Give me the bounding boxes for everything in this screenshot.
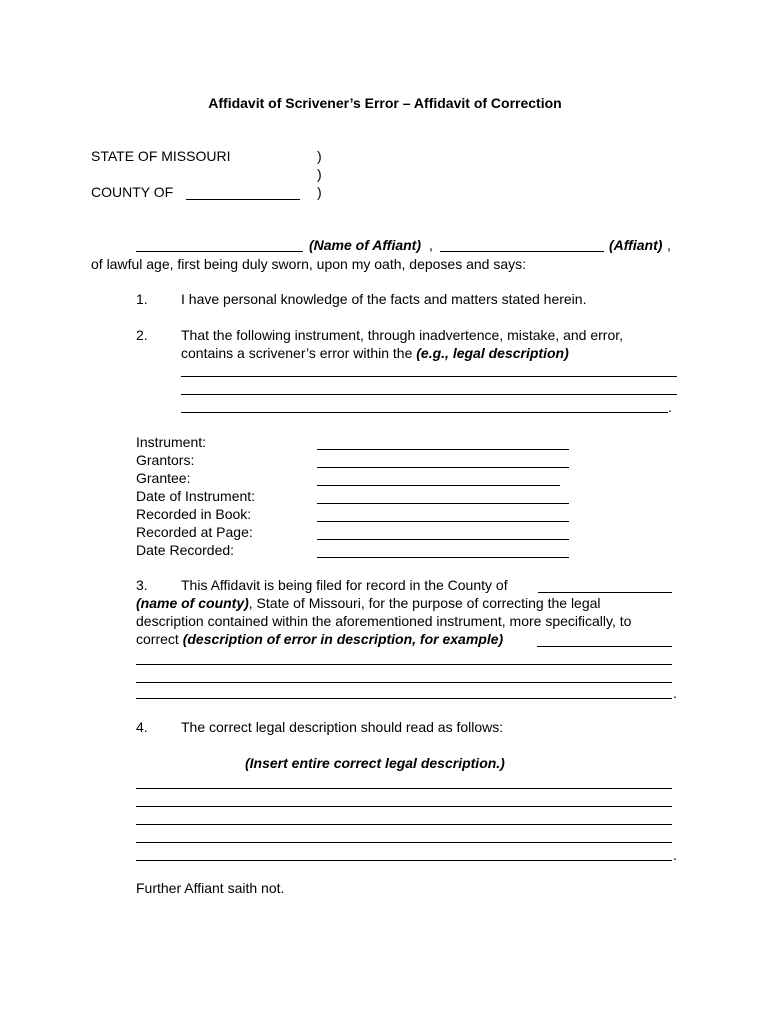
field-label-recorded-at-page: Recorded at Page: — [136, 524, 253, 540]
item-4-number: 4. — [136, 719, 148, 735]
field-blank-recorded-at-page[interactable] — [317, 539, 569, 540]
item-3-county-blank[interactable] — [538, 592, 672, 593]
item-1-number: 1. — [136, 291, 148, 307]
item-4-blank-1[interactable] — [136, 788, 672, 789]
affiant-blank[interactable] — [440, 251, 604, 252]
item-3-text-d — [136, 630, 503, 648]
venue-paren-3: ) — [317, 184, 322, 200]
item-1-text: I have personal knowledge of the facts and matters stated herein. — [181, 291, 587, 307]
item-2-text-a: That the following instrument, through inadvertence, mistake, and error, — [181, 327, 624, 343]
item-2-text-b-plain: contains a scrivener’s error within the — [181, 345, 413, 361]
field-label-recorded-in-book: Recorded in Book: — [136, 506, 252, 522]
affiant-comma-1: , — [429, 237, 433, 253]
item-2-blank-3[interactable] — [181, 412, 668, 413]
item-2-text-b — [181, 344, 569, 362]
item-3-blank-1[interactable] — [136, 664, 672, 665]
item-4-text: The correct legal description should read as follows: — [181, 719, 504, 735]
field-blank-instrument[interactable] — [317, 449, 569, 450]
item-2-blank-2[interactable] — [181, 394, 677, 395]
affiant-intro: of lawful age, first being duly sworn, upon my oath, deposes and says: — [91, 256, 527, 272]
field-blank-date-recorded[interactable] — [317, 557, 569, 558]
field-label-date-of-instrument: Date of Instrument: — [136, 488, 256, 504]
field-blank-recorded-in-book[interactable] — [317, 521, 569, 522]
item-3-desc-blank[interactable] — [537, 646, 672, 647]
item-4-blank-4[interactable] — [136, 842, 672, 843]
affiant-comma-2: , — [667, 237, 671, 253]
item-4-blank-5[interactable] — [136, 860, 672, 861]
item-3-text-d-plain: correct — [136, 631, 179, 647]
field-label-instrument: Instrument: — [136, 434, 207, 450]
field-blank-date-of-instrument[interactable] — [317, 503, 569, 504]
item-3-text-b — [136, 594, 601, 612]
field-blank-grantors[interactable] — [317, 467, 569, 468]
item-4-period: . — [673, 847, 677, 863]
item-2-blank-1[interactable] — [181, 376, 677, 377]
field-label-date-recorded: Date Recorded: — [136, 542, 235, 558]
field-blank-grantee[interactable] — [317, 485, 560, 486]
item-2-number: 2. — [136, 327, 148, 343]
item-3-blank-2[interactable] — [136, 682, 672, 683]
field-label-grantors: Grantors: — [136, 452, 195, 468]
affiant-label: (Affiant) — [609, 237, 663, 253]
venue-paren-2: ) — [317, 166, 322, 182]
item-4-blank-3[interactable] — [136, 824, 672, 825]
closing-text: Further Affiant saith not. — [136, 880, 285, 896]
item-3-text-a: This Affidavit is being filed for record in the County of — [181, 577, 508, 593]
item-3-text-d-italic: (description of error in description, for example) — [182, 631, 504, 647]
item-3-period: . — [673, 685, 677, 701]
venue-paren-1: ) — [317, 148, 322, 164]
county-blank[interactable] — [186, 199, 300, 200]
item-3-blank-3[interactable] — [136, 698, 672, 699]
item-3-number: 3. — [136, 577, 148, 593]
document-title: Affidavit of Scrivener’s Error – Affidavit of Correction — [208, 95, 562, 111]
state-label: STATE OF MISSOURI — [91, 148, 231, 164]
item-3-text-b-plain: , State of Missouri, for the purpose of correcting the legal — [248, 595, 601, 611]
item-2-period: . — [668, 399, 672, 415]
affiant-name-blank[interactable] — [136, 251, 303, 252]
item-4-instruction: (Insert entire correct legal description.) — [245, 755, 505, 771]
item-4-blank-2[interactable] — [136, 806, 672, 807]
county-label: COUNTY OF — [91, 184, 174, 200]
item-3-text-c: description contained within the aforementioned instrument, more specifically, to — [136, 613, 632, 629]
name-of-affiant-label: (Name of Affiant) — [309, 237, 421, 253]
item-2-text-b-italic: (e.g., legal description) — [416, 345, 569, 361]
item-3-name-of-county: (name of county) — [136, 595, 249, 611]
field-label-grantee: Grantee: — [136, 470, 191, 486]
